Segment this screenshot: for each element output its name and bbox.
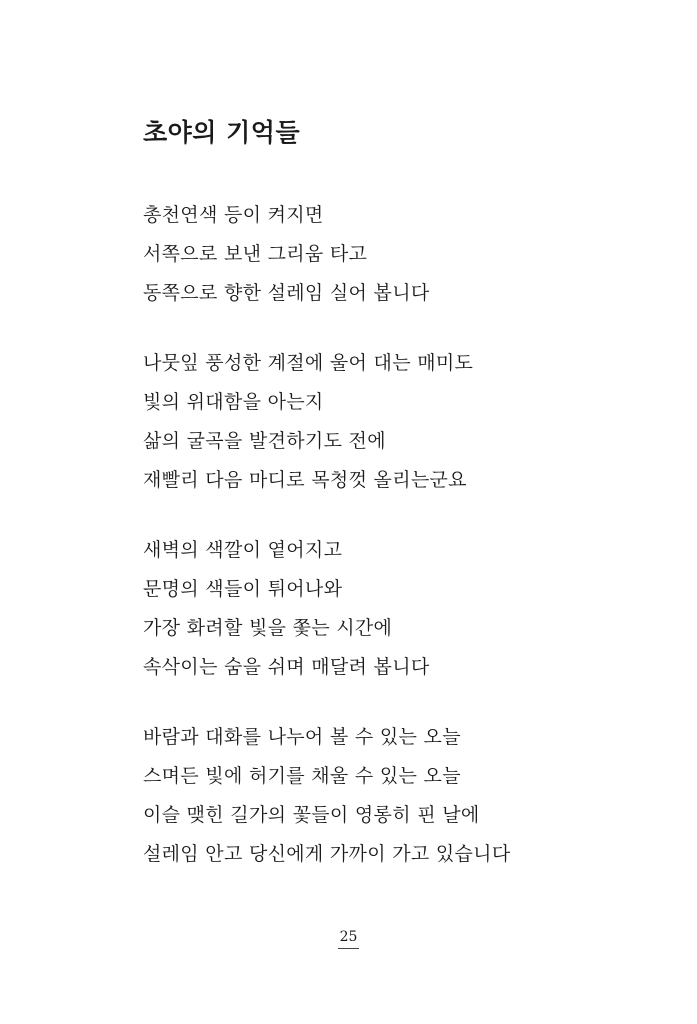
poem-line: 서쪽으로 보낸 그리움 타고 bbox=[143, 243, 368, 265]
poem-line: 스며든 빛에 허기를 채울 수 있는 오늘 bbox=[143, 765, 461, 787]
page-number-label: 25 bbox=[338, 928, 360, 949]
poem-line: 바람과 대화를 나누어 볼 수 있는 오늘 bbox=[143, 726, 461, 748]
poem-line: 빛의 위대함을 아는지 bbox=[143, 391, 324, 413]
stanza-2 bbox=[143, 344, 663, 500]
poem-line: 설레임 안고 당신에게 가까이 가고 있습니다 bbox=[143, 843, 511, 865]
stanza-3 bbox=[143, 531, 663, 687]
poem-line: 총천연색 등이 켜지면 bbox=[143, 204, 324, 226]
poem-body bbox=[143, 196, 663, 905]
poem-line: 새벽의 색깔이 옅어지고 bbox=[143, 539, 343, 561]
stanza-1 bbox=[143, 196, 663, 313]
poem-line: 동쪽으로 향한 설레임 실어 봅니다 bbox=[143, 282, 430, 304]
page-number bbox=[0, 928, 697, 949]
poem-line: 문명의 색들이 튀어나와 bbox=[143, 578, 343, 600]
poem-line: 재빨리 다음 마디로 목청껏 올리는군요 bbox=[143, 469, 467, 491]
poem-line: 나뭇잎 풍성한 계절에 울어 대는 매미도 bbox=[143, 352, 474, 374]
poem-line: 가장 화려할 빛을 쫓는 시간에 bbox=[143, 617, 393, 639]
stanza-4 bbox=[143, 718, 663, 874]
poem-title: 초야의 기억들 bbox=[143, 118, 301, 147]
poem-line: 삶의 굴곡을 발견하기도 전에 bbox=[143, 430, 386, 452]
poem-line: 속삭이는 숨을 쉬며 매달려 봅니다 bbox=[143, 656, 430, 678]
poem-line: 이슬 맺힌 길가의 꽃들이 영롱히 핀 날에 bbox=[143, 804, 480, 826]
